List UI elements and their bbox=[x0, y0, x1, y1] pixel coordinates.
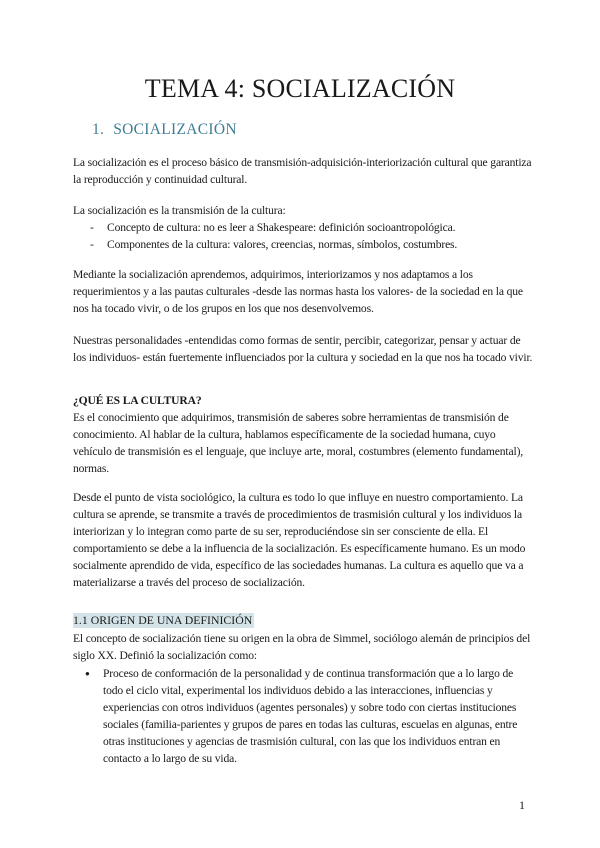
paragraph-culture-definition: Es el conocimiento que adquirimos, transmisión de saberes sobre herramientas de transmisión de conocimiento. Al hablar de la cultura, hablamos específicamente de la sociedad humana, cuyo vehículo de transmisión es el lenguaje, que incluye arte, moral, costumbres (elemento fundamental), normas. bbox=[73, 411, 524, 475]
paragraph-transmission: La socialización es la transmisión de la cultura: bbox=[73, 204, 286, 217]
section-heading bbox=[92, 121, 237, 139]
list-item: - Componentes de la cultura: valores, creencias, normas, símbolos, costumbres. bbox=[73, 236, 533, 253]
paragraph-sociological-view: Desde el punto de vista sociológico, la cultura es todo lo que influye en nuestro comportamiento. La cultura se aprende, se transmite a través de procedimientos de trasmisión cultural y los individuos la interiorizan y lo integran como parte de su ser, reproduciéndose sin ser consciente de ella. El comportamiento se debe a la influencia de la socialización. Es específicamente humano. Es un modo socialmente aprendido de vida, específico de las sociedades humanas. La cultura es aquello que va a materializarse a través del proceso de socialización. bbox=[73, 491, 526, 589]
definition-list bbox=[73, 665, 533, 767]
subheading-culture: ¿QUÉ ES LA CULTURA? bbox=[73, 394, 202, 407]
section-number: 1. bbox=[92, 121, 105, 138]
paragraph-personalities: Nuestras personalidades -entendidas como formas de sentir, percibir, categorizar, pensar y actuar de los individuos- están fuertemente influenciados por la cultura y sociedad en la que nos ha tocado vivir. bbox=[73, 334, 533, 364]
subsection-heading: 1.1 ORIGEN DE UNA DEFINICIÓN bbox=[73, 613, 253, 627]
paragraph-learning: Mediante la socialización aprendemos, adquirimos, interiorizamos y nos adaptamos a los requerimientos y a las pautas culturales -desde las normas hasta los valores- de la sociedad en la que nos ha tocado vivir, o de los grupos en los que nos desenvolvemos. bbox=[73, 268, 523, 315]
list-item: ● Proceso de conformación de la personalidad y de continua transformación que a lo largo de todo el ciclo vital, experimental los individuos debido a las interacciones, influencias y experiencias con otros individuos (agentes personales) y sobre todo con ciertas instituciones sociales (familia-parientes y grupos de pares en todas las culturas, escuelas en algunas, entre otras instituciones y agencias de trasmisión cultural, con las que los individuos entran en contacto a lo largo de su vida. bbox=[73, 665, 533, 767]
paragraph-definition: La socialización es el proceso básico de transmisión-adquisición-interiorización cultural que garantiza la reproducción y continuidad cultural. bbox=[73, 156, 532, 186]
page-number: 1 bbox=[519, 798, 525, 812]
paragraph-origin: El concepto de socialización tiene su origen en la obra de Simmel, sociólogo alemán de principios del siglo XX. Definió la socialización como: bbox=[73, 632, 531, 662]
section-title: SOCIALIZACIÓN bbox=[113, 121, 237, 138]
document-title: TEMA 4: SOCIALIZACIÓN bbox=[144, 74, 456, 103]
culture-list bbox=[73, 219, 533, 253]
list-item: - Concepto de cultura: no es leer a Shakespeare: definición socioantropológica. bbox=[73, 219, 533, 236]
